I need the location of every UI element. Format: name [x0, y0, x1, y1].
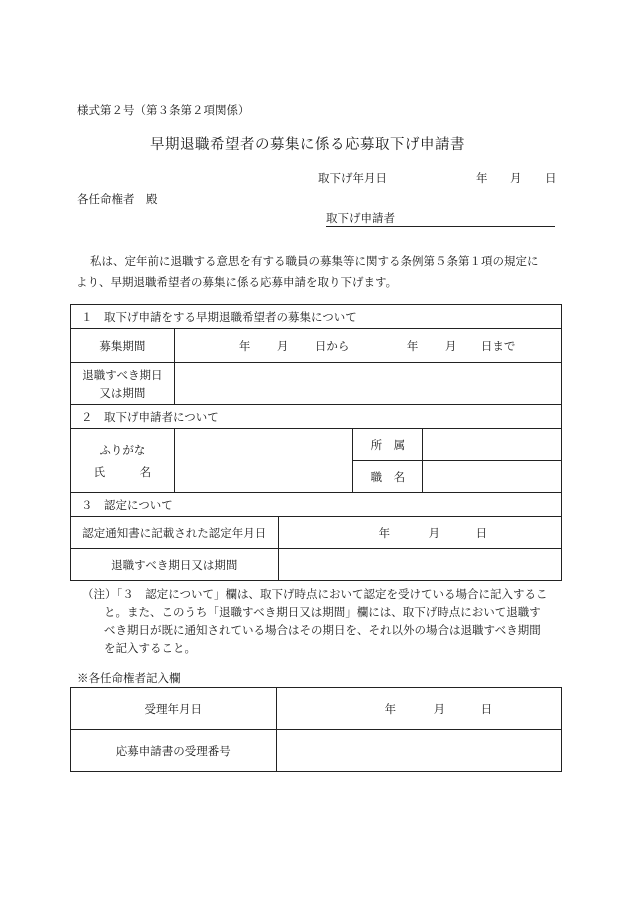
period-to-day: 日まで [480, 338, 516, 353]
section1-heading: １ 取下げ申請をする早期退職希望者の募集について [71, 305, 562, 329]
receipt-date-year: 年 [384, 701, 397, 716]
name-label: 氏 名 [93, 464, 152, 479]
period-from-day: 日から [314, 338, 350, 353]
receipt-number-label: 応募申請書の受理番号 [71, 730, 277, 772]
cert-retire-field[interactable] [278, 549, 561, 581]
retire-date-label [71, 363, 175, 405]
period-from-year: 年 [238, 338, 251, 353]
recruitment-period-label: 募集期間 [71, 329, 175, 363]
cert-date-day: 日 [475, 525, 488, 540]
cert-date-year: 年 [378, 525, 391, 540]
receipt-date-label: 受理年月日 [71, 688, 277, 730]
name-label-cell [71, 429, 175, 493]
applicant-field[interactable] [326, 210, 555, 227]
document-title: 早期退職希望者の募集に係る応募取下げ申請書 [150, 137, 465, 153]
retire-date-label-line1: 退職すべき期日 [82, 367, 163, 382]
section2-heading: ２ 取下げ申請者について [71, 405, 562, 429]
note-text [76, 585, 562, 657]
period-to-month: 月 [444, 338, 457, 353]
position-field[interactable] [423, 461, 562, 493]
cert-date-month: 月 [428, 525, 441, 540]
affiliation-field[interactable] [423, 429, 562, 461]
period-to-year: 年 [406, 338, 419, 353]
body-text [76, 251, 562, 293]
withdraw-date-label: 取下げ年月日 [318, 171, 387, 185]
note-line: と。また、このうち「退職すべき期日又は期間」欄には、取下げ時点において退職す [104, 605, 541, 619]
withdraw-date-month[interactable]: 月 [510, 171, 522, 185]
body-line: より、早期退職希望者の募集に係る応募申請を取り下げます。 [76, 275, 398, 289]
name-field[interactable] [174, 429, 353, 493]
receipt-date-day: 日 [480, 701, 493, 716]
withdraw-date-year[interactable]: 年 [476, 171, 488, 185]
cert-date-label: 認定通知書に記載された認定年月日 [71, 517, 279, 549]
position-label: 職 名 [353, 461, 423, 493]
addressee: 各任命権者 殿 [77, 192, 158, 206]
retire-date-label-line2: 又は期間 [99, 385, 146, 400]
body-line: 私は、定年前に退職する意思を有する職員の募集等に関する条例第５条第１項の規定に [90, 254, 539, 268]
receipt-date-month: 月 [433, 701, 446, 716]
cert-retire-label: 退職すべき期日又は期間 [71, 549, 279, 581]
furigana-label: ふりがな [99, 442, 146, 457]
application-table [70, 304, 562, 581]
note-line: （注）「３ 認定について」欄は、取下げ時点において認定を受けている場合に記入するこ [82, 587, 548, 601]
receipt-date-field[interactable] [276, 688, 561, 730]
official-table [70, 687, 562, 772]
receipt-number-field[interactable] [276, 730, 561, 772]
official-section-heading: ※各任命権者記入欄 [77, 671, 181, 685]
withdraw-date-day[interactable]: 日 [545, 171, 557, 185]
period-from-month: 月 [276, 338, 289, 353]
applicant-label: 取下げ申請者 [326, 211, 395, 225]
note-line: べき期日が既に通知されている場合はその期日を、それ以外の場合は退職すべき期間 [104, 623, 541, 637]
retire-date-field[interactable] [174, 363, 561, 405]
affiliation-label: 所 属 [353, 429, 423, 461]
section3-heading: ３ 認定について [71, 493, 562, 517]
form-number: 様式第２号（第３条第２項関係） [77, 103, 250, 117]
cert-date-field[interactable] [278, 517, 561, 549]
recruitment-period-field[interactable] [174, 329, 561, 363]
note-line: を記入すること。 [104, 641, 196, 655]
